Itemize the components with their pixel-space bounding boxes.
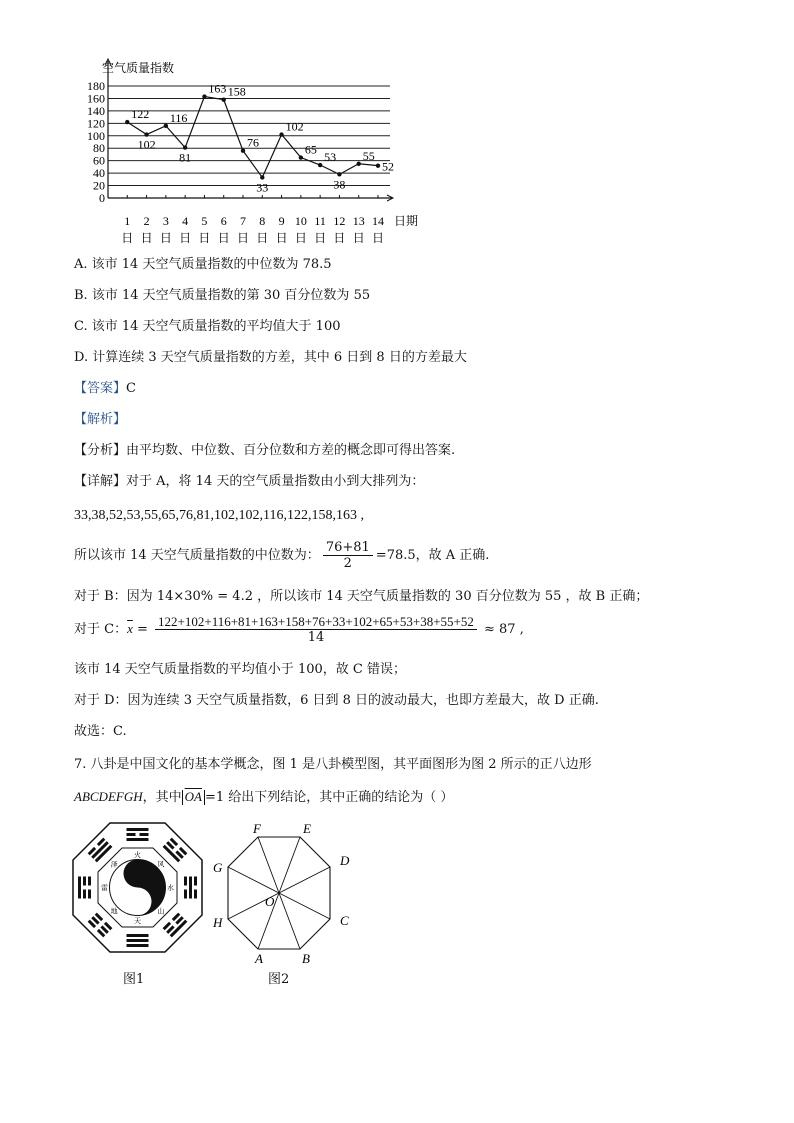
trigram-char: 泽 <box>110 860 118 869</box>
option-b: B. 该市 14 天空气质量指数的第 30 百分位数为 55 <box>74 288 371 303</box>
fenxi-text: 由平均数、中位数、百分位数和方差的概念即可得出答案. <box>126 443 456 458</box>
data-point <box>144 132 148 136</box>
y-tick-label: 0 <box>99 191 105 205</box>
octagon-figure <box>210 822 360 967</box>
x-tick-label: 13 <box>352 214 365 228</box>
x-tick-unit: 日 <box>275 231 288 245</box>
b-line: 对于 B：因为 14×30% = 4.2 ，所以该市 14 天空气质量指数的 30 百分位数为 55 ，故 B 正确； <box>74 589 649 604</box>
vertex-label-h: H <box>213 915 223 930</box>
trigram-char: 雷 <box>101 884 108 892</box>
x-tick-unit: 日 <box>256 231 269 245</box>
x-tick-unit: 日 <box>198 231 211 245</box>
data-label: 33 <box>256 180 269 195</box>
y-tick-label: 60 <box>93 153 105 168</box>
trigram-line <box>184 877 187 886</box>
vertex-label-d: D <box>340 853 350 868</box>
x-tick-unit: 日 <box>121 231 134 245</box>
data-label: 81 <box>179 150 192 165</box>
answer-label: 【答案】 <box>74 381 127 396</box>
x-tick-label: 8 <box>259 214 266 228</box>
radius-e <box>279 837 300 893</box>
trigram-line <box>88 877 91 886</box>
q7-line1: 7. 八卦是中国文化的基本学概念，图 1 是八卦模型图，其平面图形为图 2 所示的正八边形 <box>74 757 592 772</box>
x-tick-label: 2 <box>143 214 150 228</box>
trigram-line <box>189 877 192 899</box>
c-post: ≈ 87 , <box>479 622 524 637</box>
analysis-label: 【解析】 <box>74 412 127 427</box>
trigram-char: 水 <box>167 884 174 892</box>
data-label: 102 <box>137 137 156 152</box>
x-tick-label: 3 <box>162 214 169 228</box>
trigram-line <box>194 877 197 886</box>
x-tick-label: 5 <box>201 214 208 228</box>
fig1-caption: 图1 <box>123 972 145 987</box>
xiangjie-line <box>74 474 424 490</box>
trigram-line <box>88 890 91 899</box>
x-tick-label: 12 <box>333 214 346 228</box>
trigram-line <box>184 890 187 899</box>
mean-numerator: 122+102+116+81+163+158+76+33+102+65+53+38+55+52 <box>155 614 477 630</box>
data-point <box>260 175 264 179</box>
x-tick-label: 7 <box>240 214 246 228</box>
vertex-label-e: E <box>303 822 311 836</box>
bagua-figure <box>70 820 205 955</box>
xiangjie-label: 【详解】 <box>74 474 127 489</box>
vertex-label-c: C <box>340 913 349 928</box>
trigram-line <box>127 934 149 937</box>
trigram-line <box>127 939 149 942</box>
y-axis-label: 空气质量指数 <box>102 61 175 75</box>
trigram-line <box>194 890 197 899</box>
data-label: 122 <box>131 107 150 122</box>
data-label: 38 <box>333 177 346 192</box>
air-quality-chart <box>60 55 420 250</box>
data-label: 52 <box>382 159 394 174</box>
data-label: 116 <box>169 110 188 125</box>
mean-fraction <box>155 614 477 645</box>
trigram-char: 天 <box>134 917 141 925</box>
x-tick-unit: 日 <box>159 231 172 245</box>
c-line <box>74 614 524 645</box>
x-tick-unit: 日 <box>371 231 385 245</box>
median-pre: 所以该市 14 天空气质量指数的中位数为： <box>74 548 320 563</box>
data-point <box>222 97 226 101</box>
data-point <box>241 149 245 153</box>
fenxi-label: 【分析】 <box>74 443 127 458</box>
vertex-label-f: F <box>253 822 261 836</box>
trigram-line <box>127 838 149 841</box>
vector-oa: $\overline{OA}$ <box>184 789 202 804</box>
x-tick-label: 11 <box>314 214 326 228</box>
data-point <box>183 145 187 149</box>
x-tick-unit: 日 <box>314 231 327 245</box>
y-tick-label: 100 <box>87 128 105 143</box>
xiangjie-text: 对于 A，将 14 天的空气质量指数由小到大排列为： <box>126 474 425 489</box>
data-point <box>125 120 129 124</box>
data-label: 163 <box>208 81 227 96</box>
choose-line: 故选：C. <box>74 724 127 739</box>
y-tick-label: 80 <box>93 141 105 156</box>
q7-post: =1 给出下列结论，其中正确的结论为（ ） <box>204 790 454 805</box>
x-tick-unit: 日 <box>179 231 192 245</box>
trigram-line <box>78 877 81 899</box>
x-tick-label: 6 <box>220 214 227 228</box>
trigram-char: 风 <box>157 860 165 869</box>
mean-symbol: $\overline{x}$ <box>127 621 133 636</box>
x-tick-unit: 日 <box>140 231 153 245</box>
c-pre: 对于 C： <box>74 622 128 637</box>
trigram-icon <box>127 934 149 947</box>
x-tick-label: 10 <box>294 214 307 228</box>
radius-b <box>279 893 300 949</box>
data-label: 102 <box>285 119 304 134</box>
data-label: 76 <box>247 135 259 150</box>
x-tick-unit: 日 <box>236 231 250 245</box>
data-point <box>376 163 380 167</box>
trigram-line <box>83 877 86 886</box>
y-tick-label: 160 <box>87 91 105 106</box>
data-label: 65 <box>304 142 317 157</box>
radius-c <box>279 893 330 919</box>
trigram-line <box>83 890 86 899</box>
x-tick-label: 4 <box>182 214 189 228</box>
trigram-line <box>140 833 149 836</box>
trigram-line <box>127 833 136 836</box>
median-fraction <box>323 540 373 571</box>
vertex-label-a: A <box>255 951 263 966</box>
data-point <box>279 132 283 136</box>
trigram-char: 山 <box>157 907 165 916</box>
x-tick-unit: 日 <box>294 231 307 245</box>
sorted-list: 33,38,52,53,55,65,76,81,102,102,116,122,158,163 , <box>74 508 364 523</box>
x-tick-label: 14 <box>372 214 384 228</box>
trigram-line <box>127 828 149 831</box>
data-point <box>202 94 206 98</box>
data-point <box>337 172 341 176</box>
vertex-label-g: G <box>213 860 223 875</box>
median-denominator: 2 <box>343 556 352 571</box>
x-tick-unit: 日 <box>352 231 365 245</box>
q7-line2 <box>74 789 453 806</box>
octagon-name: ABCDEFGH <box>74 789 143 804</box>
data-point <box>164 124 168 128</box>
q7-mid: ，其中 <box>142 790 182 805</box>
trigram-line <box>127 944 149 947</box>
option-d: D. 计算连续 3 天空气质量指数的方差，其中 6 日到 8 日的方差最大 <box>74 350 467 365</box>
y-tick-label: 140 <box>87 103 105 118</box>
y-tick-label: 120 <box>87 116 105 131</box>
radius-g <box>228 867 279 893</box>
x-tick-label: 9 <box>278 214 285 228</box>
fenxi-line <box>74 443 455 459</box>
x-tick-unit: 日 <box>333 231 346 245</box>
center-label: O <box>265 894 275 909</box>
trigram-char: 地 <box>110 907 118 916</box>
option-a: A. 该市 14 天空气质量指数的中位数为 78.5 <box>74 257 332 272</box>
c-eq: = <box>132 622 153 637</box>
x-tick-unit: 日 <box>217 231 230 245</box>
vector-abs <box>182 790 205 805</box>
trigram-char: 火 <box>134 851 141 859</box>
c-conclusion: 该市 14 天空气质量指数的平均值小于 100，故 C 错误； <box>74 662 406 677</box>
y-tick-label: 180 <box>87 79 105 93</box>
data-point <box>318 163 322 167</box>
option-c: C. 该市 14 天空气质量指数的平均值大于 100 <box>74 319 341 334</box>
data-label: 55 <box>362 148 375 163</box>
data-point <box>357 162 361 166</box>
data-label: 53 <box>324 150 337 165</box>
answer-line <box>74 381 136 397</box>
fig2-caption: 图2 <box>268 972 290 987</box>
d-line: 对于 D：因为连续 3 天空气质量指数，6 日到 8 日的波动最大，也即方差最大，故 D 正确. <box>74 693 599 708</box>
median-line <box>74 540 489 571</box>
data-label: 158 <box>227 84 246 99</box>
x-tick-label: 1 <box>124 214 131 228</box>
median-numerator: 76+81 <box>323 540 373 556</box>
y-tick-label: 20 <box>93 178 105 193</box>
answer-value: C <box>126 381 136 396</box>
radius-d <box>279 867 330 893</box>
y-tick-label: 40 <box>93 166 105 181</box>
x-axis-label: 日期 <box>394 214 419 228</box>
radius-f <box>258 837 279 893</box>
median-post: =78.5，故 A 正确. <box>375 548 490 563</box>
mean-denominator: 14 <box>307 630 325 645</box>
data-point <box>299 155 303 159</box>
vertex-label-b: B <box>302 951 310 966</box>
